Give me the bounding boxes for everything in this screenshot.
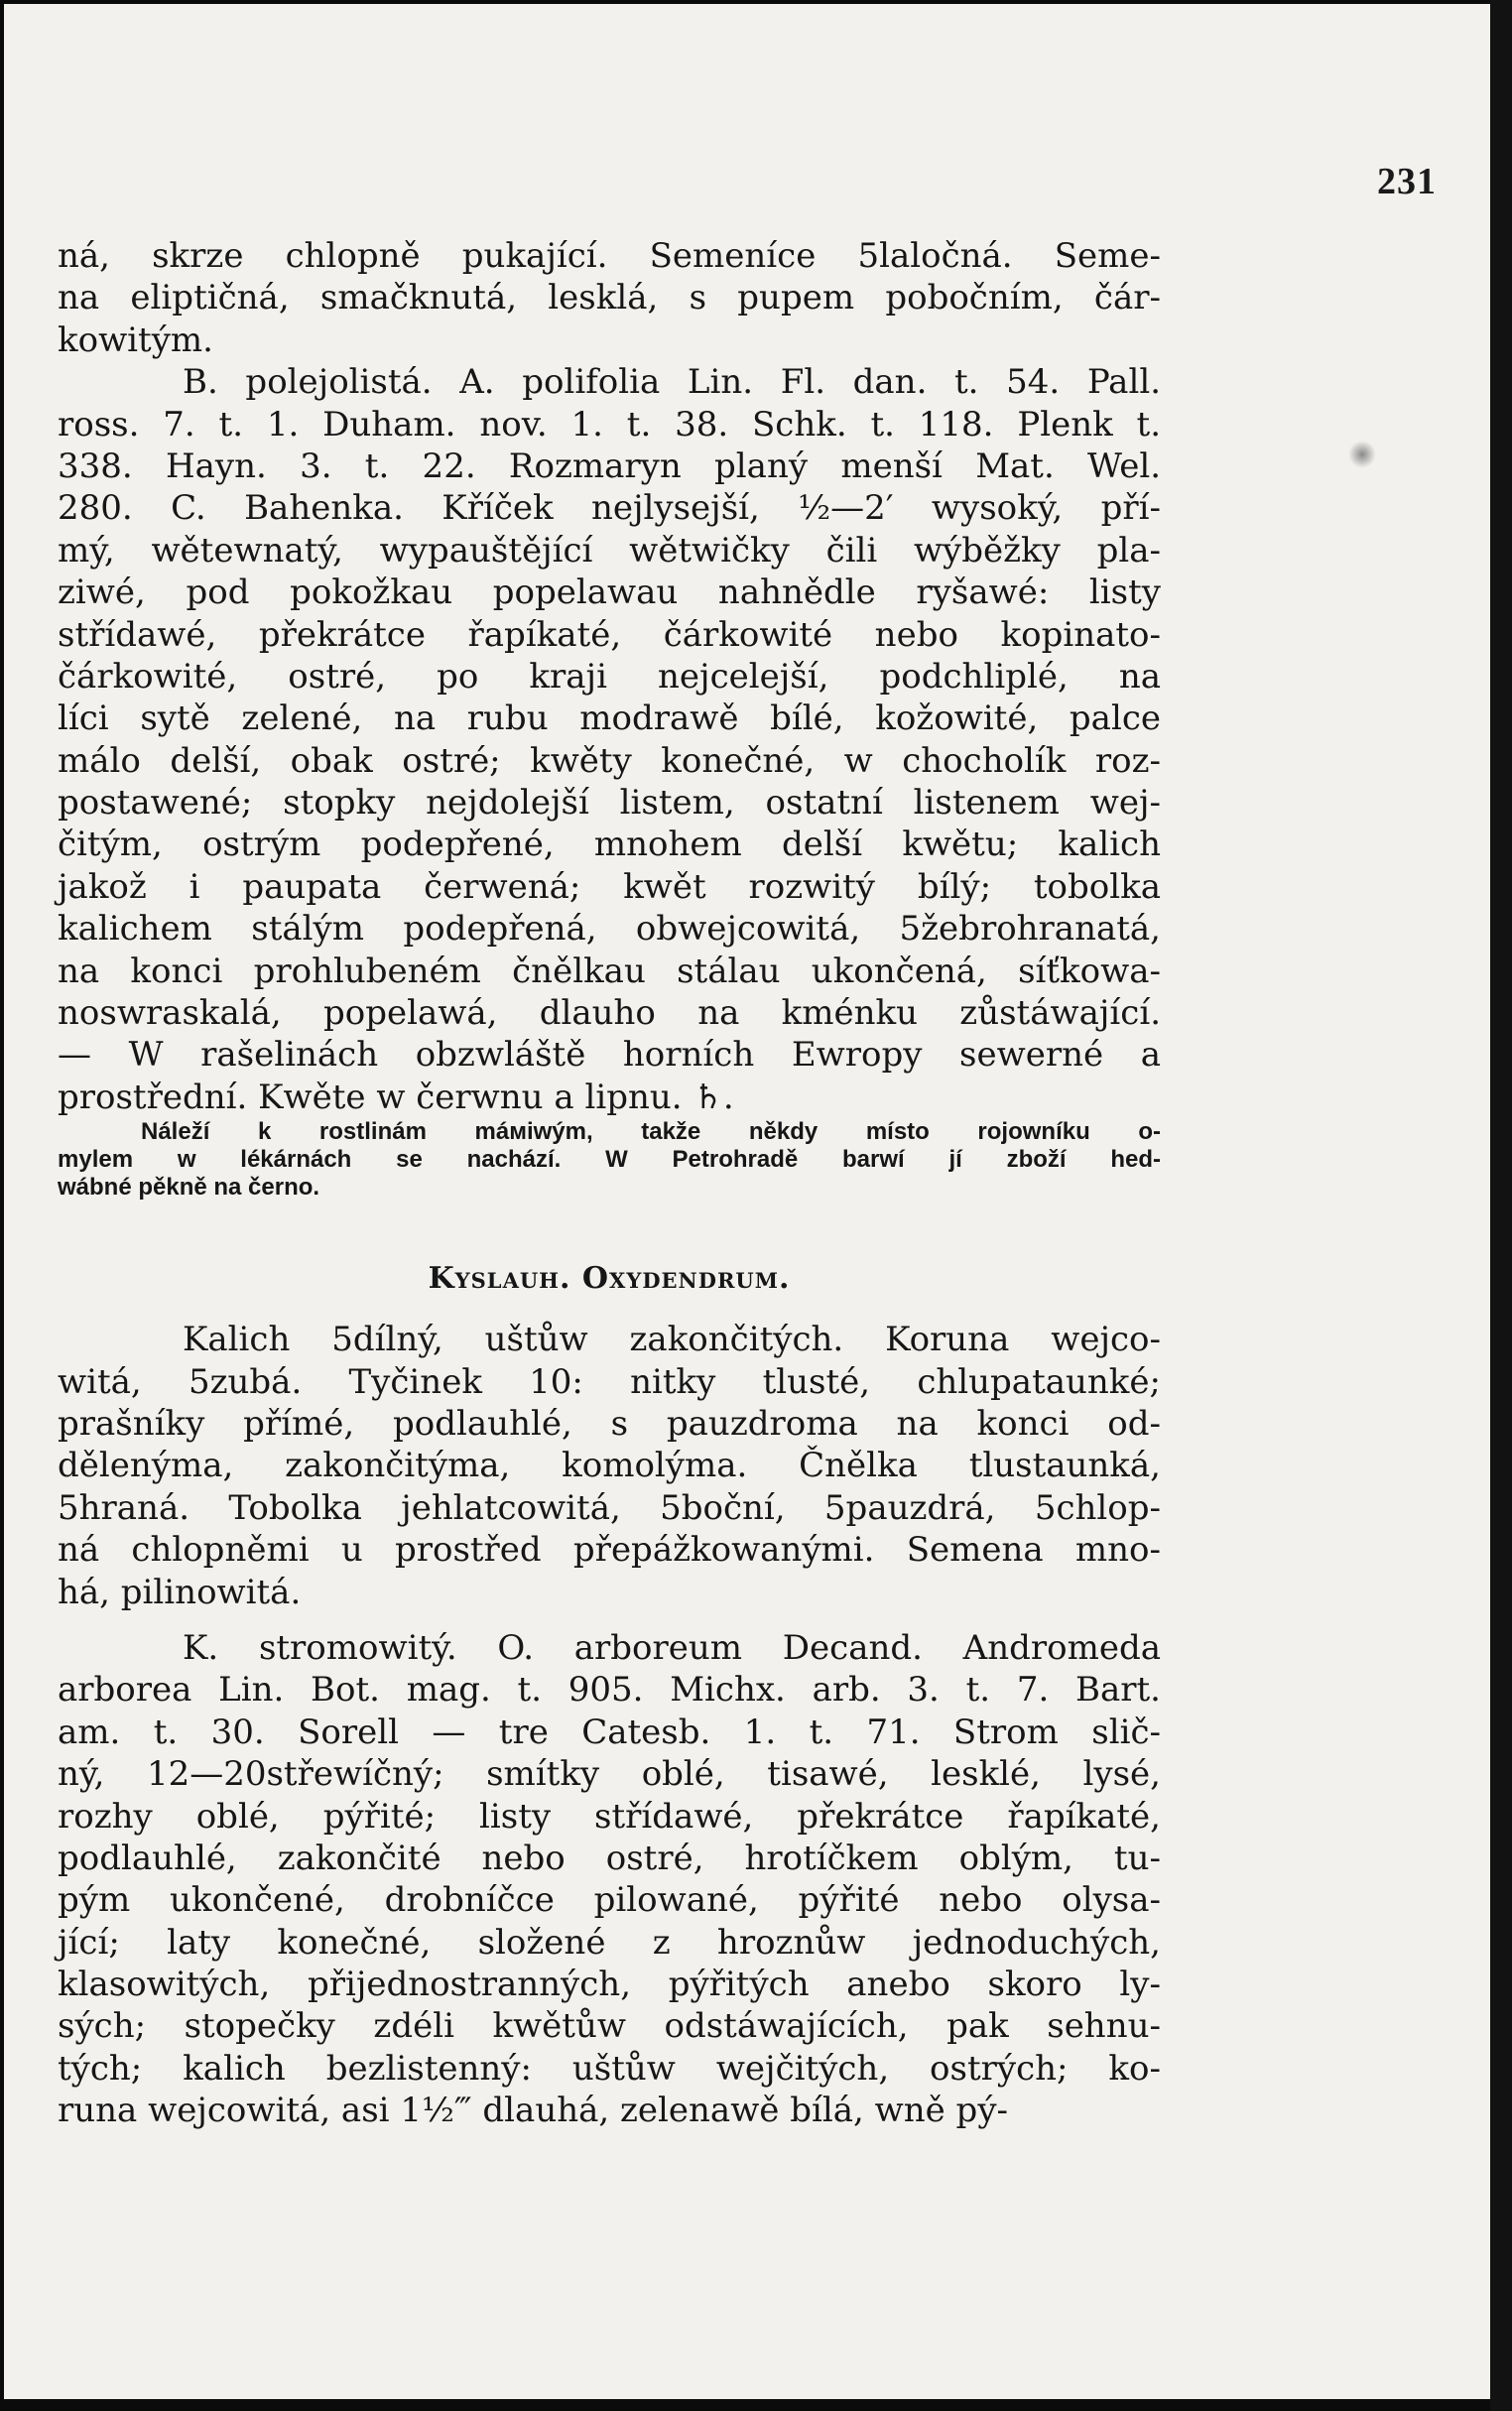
text-line: B. polejolistá. A. polifolia Lin. Fl. dan. t. 54. Pall. (183, 362, 1161, 403)
text-line: tých; kalich bezlistenný: uštůw wejčitých, ostrých; ko- (58, 2048, 1161, 2089)
paragraph-genus-description (58, 1319, 1161, 1613)
paper-stain (1348, 441, 1376, 468)
paragraph-species-polifolia (58, 361, 1161, 1118)
text-line: Náleží k rostlinám máміwým, takže někdy místo rojowníku o- (141, 1118, 1161, 1146)
text-line: ross. 7. t. 1. Duham. nov. 1. t. 38. Schk. t. 118. Plenk t. (58, 404, 1161, 444)
text-line: jící; laty konečné, složené z hroznůw jednoduchých, (58, 1922, 1161, 1963)
text-line: 338. Hayn. 3. t. 22. Rozmaryn planý menší Mat. Wel. (58, 445, 1161, 486)
text-line: am. t. 30. Sorell — tre Catesb. 1. t. 71. Strom slič- (58, 1712, 1161, 1752)
text-line: prostřední. Kwěte w čerwnu a lipnu. ♄. (58, 1077, 734, 1117)
text-line: — W rašelinách obzwláště horních Ewropy sewerné a (58, 1035, 1161, 1076)
text-line: líci sytě zelené, na rubu modrawě bílé, kožowité, palce (58, 698, 1161, 739)
page-number: 231 (1377, 161, 1437, 202)
text-line: ná, skrze chlopně pukající. Semeníce 5laločná. Seme- (58, 236, 1161, 276)
text-line: mylem w lékárnách se nachází. W Petrohradě barwí jí zboží hed- (58, 1146, 1161, 1174)
text-line: pým ukončené, drobníčce pilowané, pýřité nebo olysa- (58, 1880, 1161, 1921)
text-line: postawené; stopky nejdolejší listem, ostatní listenem wej- (58, 783, 1161, 824)
book-page (4, 4, 1490, 2399)
text-line: čárkowité, ostré, po kraji nejcelejší, podchliplé, na (58, 656, 1161, 697)
footnote-paragraph (58, 1118, 1161, 1202)
text-line: jakož i paupata čerwená; kwět rozwitý bílý; tobolka (58, 866, 1161, 907)
text-line: mý, wětewnatý, wypauštějící wětwičky čili wýběžky pla- (58, 530, 1161, 571)
text-line: 5hraná. Tobolka jehlatcowitá, 5boční, 5pauzdrá, 5chlop- (58, 1487, 1161, 1528)
scan-border (1490, 0, 1512, 2411)
text-line: dělenýma, zakončitýma, komolýma. Čnělka tlustaunká, (58, 1446, 1161, 1486)
text-line: há, pilinowitá. (58, 1572, 302, 1612)
text-line: ná chlopněmi u prostřed přepážkowanými. Semena mno- (58, 1530, 1161, 1571)
text-line: K. stromowitý. O. arboreum Decand. Andromeda (183, 1627, 1161, 1668)
genus-heading: Kyslauh. Oxydendrum. (428, 1261, 791, 1297)
text-line: kalichem stálým podepřená, obwejcowitá, 5žebrohranatá, (58, 909, 1161, 950)
text-line: málo delší, obak ostré; kwěty konečné, w chocholík roz- (58, 740, 1161, 781)
paragraph-1 (58, 235, 1161, 361)
text-line: ný, 12—20střewíčný; smítky oblé, tisawé, lesklé, lysé, (58, 1754, 1161, 1795)
text-line: podlauhlé, zakončité nebo ostré, hrotíčkem oblým, tu- (58, 1838, 1161, 1878)
paragraph-species-arboreum (58, 1627, 1161, 2132)
text-line: 280. C. Bahenka. Kříček nejlysejší, ½—2′ wysoký, pří- (58, 488, 1161, 529)
text-line: runa wejcowitá, asi 1½‴ dlauhá, zelenawě bílá, wně pý- (58, 2091, 1009, 2131)
text-block (58, 235, 1161, 2132)
text-line: ziwé, pod pokožkau popelawau nahnědle ryšawé: listy (58, 572, 1161, 613)
text-line: kowitým. (58, 319, 213, 360)
text-line: sých; stopečky zdéli kwětůw odstáwajících, pak sehnu- (58, 2006, 1161, 2047)
text-line: rozhy oblé, pýřité; listy střídawé, překrátce řapíkaté, (58, 1796, 1161, 1837)
text-line: wábné pěkně na černo. (58, 1174, 320, 1202)
text-line: prašníky přímé, podlauhlé, s pauzdroma na konci od- (58, 1403, 1161, 1444)
text-line: střídawé, překrátce řapíkaté, čárkowité nebo kopinato- (58, 614, 1161, 655)
text-line: witá, 5zubá. Tyčinek 10: nitky tlusté, chlupataunké; (58, 1361, 1161, 1402)
text-line: klasowitých, přijednostranných, pýřitých anebo skoro ly- (58, 1965, 1161, 2005)
text-line: noswraskalá, popelawá, dlauho na kménku zůstáwající. (58, 993, 1161, 1034)
text-line: Kalich 5dílný, uštůw zakončitých. Koruna wejco- (183, 1320, 1161, 1360)
text-line: arborea Lin. Bot. mag. t. 905. Michx. arb. 3. t. 7. Bart. (58, 1670, 1161, 1711)
text-line: čitým, ostrým podepřené, mnohem delší kwětu; kalich (58, 825, 1161, 865)
text-line: na eliptičná, smačknutá, lesklá, s pupem pobočním, čár- (58, 278, 1161, 318)
text-line: na konci prohlubeném čnělkau stálau ukončená, síťkowa- (58, 951, 1161, 991)
